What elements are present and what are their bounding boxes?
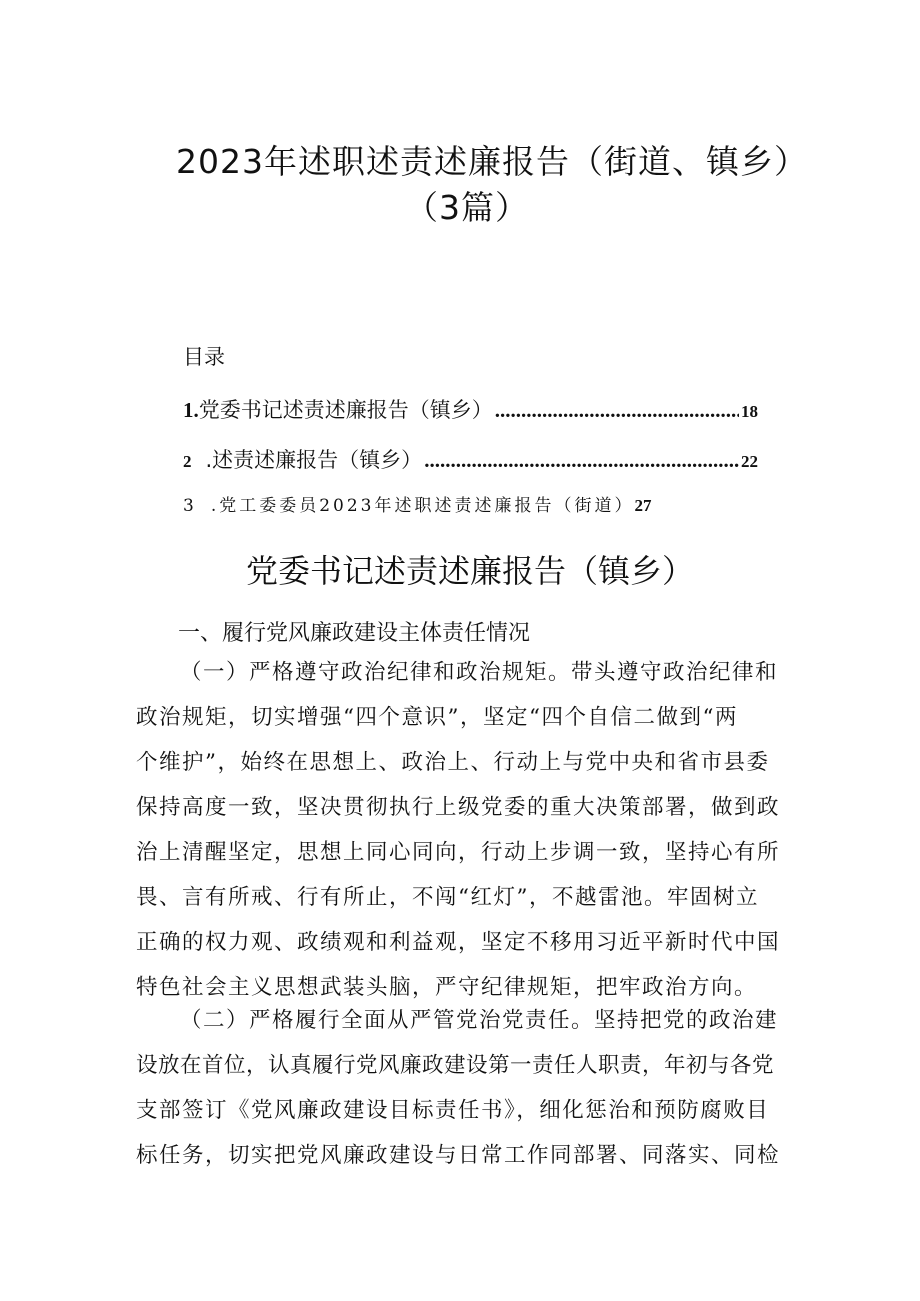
paragraph-line: 治上清醒坚定，思想上同心同向，行动上步调一致，坚持心有所 bbox=[136, 840, 781, 865]
paragraph-line: 设放在首位，认真履行党风廉政建设第一责任人职责，年初与各党 bbox=[136, 1053, 775, 1078]
toc-leader-dots bbox=[424, 448, 739, 473]
paragraph-line: 政治规矩，切实增强“四个意识”，坚定“四个自信二做到“两 bbox=[136, 705, 738, 730]
toc-item-page: 22 bbox=[741, 452, 758, 471]
paragraph-line: （一）严格遵守政治纪律和政治规矩。带头遵守政治纪律和 bbox=[180, 660, 779, 685]
document-title-line-1: 2023年述职述责述廉报告（街道、镇乡） bbox=[176, 142, 808, 181]
body-paragraph-1 bbox=[136, 650, 792, 1010]
toc-item-page: 27 bbox=[634, 496, 652, 515]
paragraph-line: （二）严格履行全面从严管党治党责任。坚持把党的政治建 bbox=[180, 1008, 779, 1033]
toc-item-page: 18 bbox=[741, 402, 758, 421]
body-paragraph-2 bbox=[136, 998, 792, 1178]
toc-heading: 目录 bbox=[183, 345, 225, 369]
toc-item-label: .党工委委员2023年述职述责述廉报告（街道） bbox=[210, 496, 635, 516]
toc-leader-dots bbox=[495, 398, 739, 423]
toc-item-number: 3 bbox=[183, 496, 197, 516]
paragraph-line: 个维护”，始终在思想上、政治上、行动上与党中央和省市县委 bbox=[136, 750, 770, 775]
document-title-line-2: （3篇） bbox=[405, 188, 529, 227]
toc-item-3[interactable] bbox=[183, 491, 652, 516]
section-title: 党委书记述责述廉报告（镇乡） bbox=[246, 552, 695, 590]
paragraph-line: 标任务，切实把党风廉政建设与日常工作同部署、同落实、同检 bbox=[136, 1143, 781, 1168]
paragraph-line: 保持高度一致，坚决贯彻执行上级党委的重大决策部署，做到政 bbox=[136, 795, 781, 820]
paragraph-line: 畏、言有所戒、行有所止，不闯“红灯”，不越雷池。牢固树立 bbox=[136, 885, 759, 910]
toc-item-number: 1. bbox=[183, 398, 199, 422]
toc-item-1[interactable] bbox=[183, 394, 758, 424]
toc-item-number: 2 bbox=[183, 452, 192, 471]
toc-item-label: 党委书记述责述廉报告（镇乡） bbox=[198, 398, 493, 422]
toc-item-label: .述责述廉报告（镇乡） bbox=[205, 448, 423, 472]
paragraph-line: 支部签订《党风廉政建设目标责任书》，细化惩治和预防腐败目 bbox=[136, 1098, 770, 1123]
toc-item-2[interactable] bbox=[183, 444, 758, 474]
heading-level-1: 一、履行党风廉政建设主体责任情况 bbox=[178, 621, 531, 646]
paragraph-line: 特色社会主义思想武装头脑，严守纪律规矩，把牢政治方向。 bbox=[136, 975, 758, 1000]
paragraph-line: 正确的权力观、政绩观和利益观，坚定不移用习近平新时代中国 bbox=[136, 930, 781, 955]
